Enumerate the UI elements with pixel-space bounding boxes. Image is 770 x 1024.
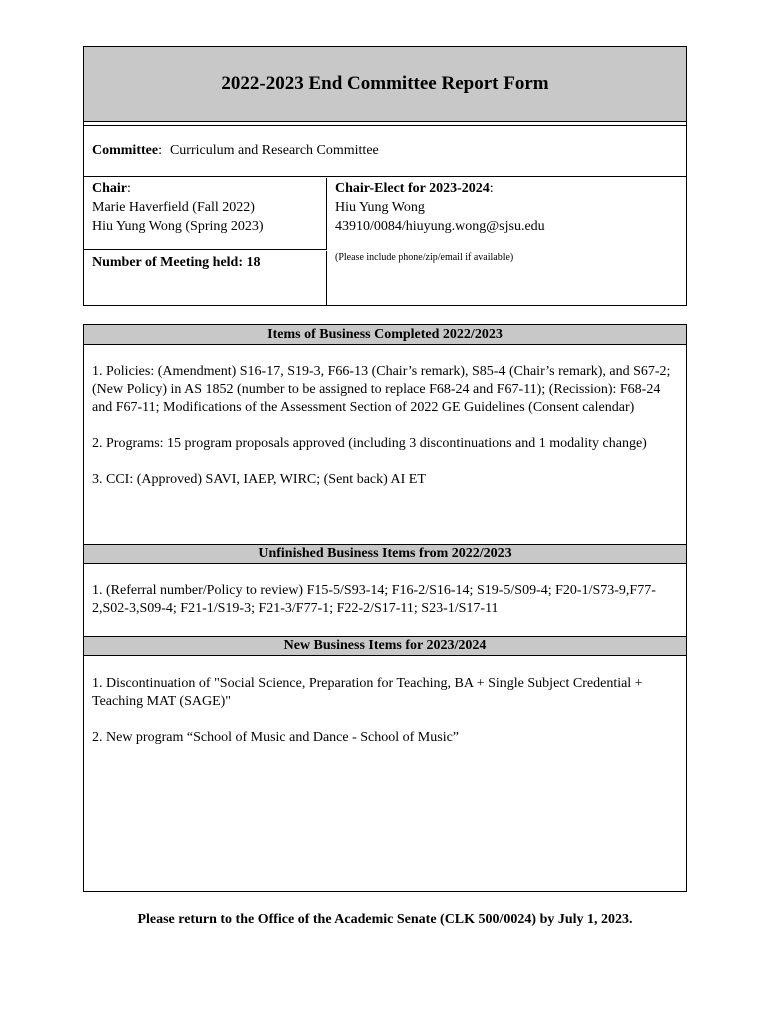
unfinished-item: 1. (Referral number/Policy to review) F15-5/S93-14; F16-2/S16-14; S19-5/S09-4; F20-1/S73-9,F77-2,S02-3,S09-4; F21-1/S19-3; F21-3/F77-1; F22-2/S17-11; S23-1/S17-11	[92, 583, 656, 616]
completed-item: 3. CCI: (Approved) SAVI, IAEP, WIRC; (Sent back) AI ET	[92, 472, 426, 487]
chair-colon: :	[127, 181, 131, 196]
new-section-body	[84, 675, 686, 765]
committee-row	[84, 125, 686, 177]
new-item: 2. New program “School of Music and Dance - School of Music”	[92, 730, 460, 745]
new-section-header	[84, 636, 686, 656]
completed-section-body	[84, 363, 686, 507]
chair-elect-name: Hiu Yung Wong	[335, 200, 425, 215]
meetings-label: Number of Meeting held:	[92, 255, 243, 270]
committee-value: Curriculum and Research Committee	[169, 142, 379, 158]
unfinished-section-header	[84, 544, 686, 564]
new-item: 1. Discontinuation of "Social Science, Preparation for Teaching, BA + Single Subject Credential + Teaching MAT (SAGE)"	[92, 676, 643, 709]
chair-elect-contact: 43910/0084/hiuyung.wong@sjsu.edu	[335, 219, 545, 234]
completed-header-text: Items of Business Completed 2022/2023	[267, 326, 503, 342]
business-items-table	[83, 324, 687, 892]
new-header-text: New Business Items for 2023/2024	[283, 638, 487, 653]
chair-fall: Marie Haverfield (Fall 2022)	[92, 200, 255, 215]
form-title: 2022-2023 End Committee Report Form	[221, 73, 549, 94]
title-band	[84, 47, 686, 122]
chair-elect-colon: :	[489, 181, 494, 196]
chair-elect-note: (Please include phone/zip/email if available)	[335, 252, 514, 263]
meetings-cell	[84, 251, 327, 305]
chair-label: Chair	[92, 181, 127, 196]
committee-label: Committee	[92, 142, 159, 158]
chair-spring: Hiu Yung Wong (Spring 2023)	[92, 219, 264, 234]
unfinished-header-text: Unfinished Business Items from 2022/2023	[258, 546, 512, 561]
unfinished-section-body	[84, 582, 686, 636]
chair-elect-label: Chair-Elect for 2023-2024	[335, 181, 490, 196]
report-header-table	[83, 46, 687, 306]
completed-item: 1. Policies: (Amendment) S16-17, S19-3, F66-13 (Chair’s remark), S85-4 (Chair’s remark), and S67-2; (New Policy) in AS 1852 (number to be assigned to replace F68-24 and F67-11); (Recission): F68-24 and F67-11; Modifications of the Assessment Section of 2022 GE Guidelines (Consent calendar)	[92, 364, 671, 415]
chair-cell	[84, 178, 327, 250]
completed-item: 2. Programs: 15 program proposals approved (including 3 discontinuations and 1 modality change)	[92, 436, 647, 451]
return-instructions: Please return to the Office of the Academic Senate (CLK 500/0024) by July 1, 2023.	[137, 912, 633, 927]
committee-colon: :	[158, 142, 162, 158]
chair-elect-cell	[328, 178, 686, 305]
meetings-value: 18	[246, 255, 261, 270]
completed-section-header	[84, 325, 686, 345]
